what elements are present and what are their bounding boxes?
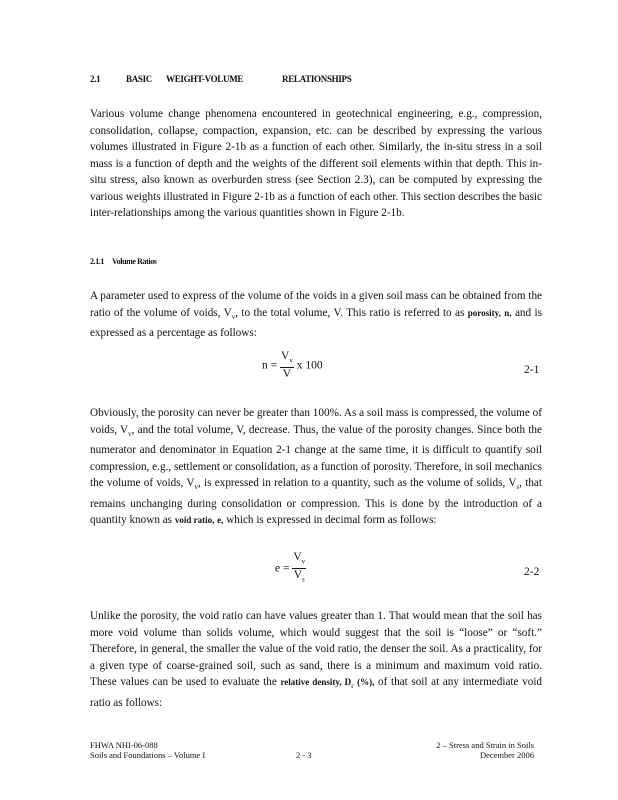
- paragraph-void-ratio: [90, 405, 542, 529]
- term-percent: (%),: [357, 677, 375, 687]
- term-e: e,: [217, 515, 224, 526]
- subscript: r: [351, 682, 354, 691]
- subsection-number: 2.1.1: [90, 257, 105, 266]
- numerator-var: V: [293, 551, 302, 563]
- section-title-word-2: WEIGHT-VOLUME: [166, 74, 244, 84]
- text-run: Unlike the porosity, the void ratio can have values greater than 1. That would mean that the soil has more void volume than solids volume, which would suggest that the soil is “loose” or “soft.” Therefore, in general, the smaller the value of the void ratio, the denser the soil. As a practicality, for a given type of coarse-grained soil, such as sand, there is a minimum and maximum void ratio. These values can be used to evaluate the: [90, 610, 542, 688]
- section-title-word-3: RELATIONSHIPS: [282, 74, 352, 84]
- numerator: [292, 551, 306, 569]
- text-run: of that soil at any intermediate void ratio as follows:: [90, 676, 543, 709]
- footer-page-number: 2 - 3: [296, 750, 312, 760]
- section-title-word-1: BASIC: [126, 74, 153, 84]
- denominator: V: [282, 368, 292, 381]
- section-number: 2.1: [90, 74, 101, 84]
- paragraph-porosity: [90, 288, 542, 342]
- text-run: and is expressed as a percentage as follows:: [90, 306, 542, 340]
- footer-doc-number: FHWA NHI-06-088: [90, 740, 158, 750]
- text-run: A parameter used to express of the volume of the voids in a given soil mass can be obtained from the ratio of the volume of voids, V: [90, 290, 542, 319]
- subsection-heading: [90, 257, 157, 266]
- denominator-var: V: [293, 569, 303, 582]
- paragraph-intro: Various volume change phenomena encountered in geotechnical engineering, e.g., compression, consolidation, collapse, compaction, expansion, etc. can be described by expressing the various volumes illustrated in Figure 2-1b as a function of each other. Similarly, the in-situ stress in a soil mass is a function of depth and the weights of the different soil elements within that depth. This in-situ stress, also known as overburden stress (see Section 2.3), can be computed by expressing the various weights illustrated in Figure 2-1b as a function of each other. This section describes the basic inter-relationships among the various quantities shown in Figure 2-1b.: [90, 108, 542, 219]
- text-run: which is expressed in decimal form as follows:: [226, 514, 437, 527]
- term-relative-density: relative density, D: [280, 677, 352, 687]
- equation-lhs: e =: [275, 562, 290, 575]
- equation-number-2-2: 2-2: [524, 566, 540, 578]
- fraction: [280, 350, 294, 381]
- text-run: , and the total volume, V, decrease. Thus, the value of the porosity changes. Since both the numerator and denominator in Equation 2-1 change at the same time, it is difficult to quantify soil compression, e.g., settlement or consolidation, as a function of porosity. Therefore, in soil mechanics the volume of voids, V: [90, 423, 542, 490]
- section-heading: [90, 74, 351, 84]
- equation-number-2-1: 2-1: [524, 364, 540, 376]
- equation-2-1: [262, 350, 323, 381]
- term-void-ratio: void ratio,: [174, 515, 215, 526]
- footer-chapter: 2 – Stress and Strain in Soils: [436, 740, 534, 750]
- term-porosity: porosity,: [467, 307, 501, 318]
- numerator: [280, 350, 294, 368]
- subscript: v: [128, 429, 132, 438]
- subscript: v: [231, 312, 236, 321]
- text-run: , that remains unchanging during consolidation or compression. This is done by the introduction of a quantity known as: [90, 477, 542, 527]
- footer-date: December 2006: [479, 750, 534, 760]
- subscript: s: [302, 575, 305, 584]
- denominator: [292, 569, 306, 586]
- subscript: v: [194, 483, 198, 492]
- numerator-var: V: [281, 350, 290, 362]
- paragraph-relative-density: [90, 608, 542, 711]
- footer-right: [422, 740, 534, 760]
- footer-doc-title: Soils and Foundations – Volume I: [90, 750, 206, 760]
- footer-left: [90, 740, 205, 760]
- fraction: [292, 551, 306, 587]
- equation-lhs: n =: [262, 359, 278, 372]
- subscript: s: [516, 483, 520, 492]
- subsection-title: Volume Ratios: [112, 257, 157, 266]
- text-run: , is expressed in relation to a quantity, such as the volume of solids, V: [198, 477, 517, 490]
- subscript: v: [289, 356, 293, 365]
- equation-rhs: x 100: [296, 359, 323, 372]
- subscript: v: [301, 557, 306, 566]
- text-run: Obviously, the porosity can never be greater than 100%. As a soil mass is compressed, the volume of voids, V: [90, 407, 542, 436]
- equation-2-2: [275, 551, 306, 587]
- term-n: n,: [504, 307, 512, 318]
- text-run: , to the total volume, V. This ratio is referred to as: [235, 306, 465, 319]
